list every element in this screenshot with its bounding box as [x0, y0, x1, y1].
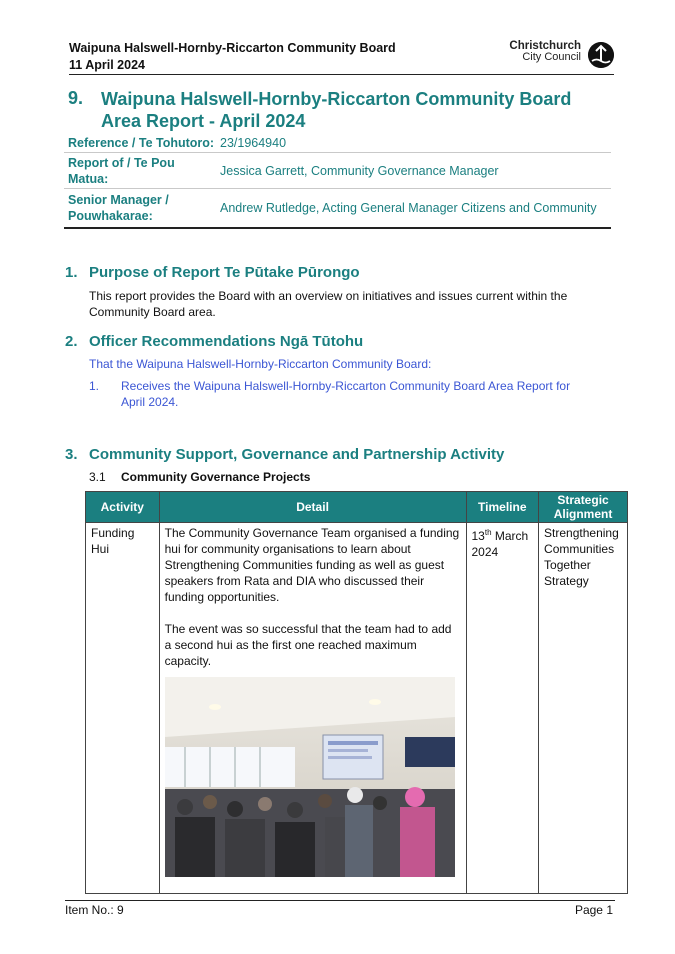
- meta-value: Andrew Rutledge, Acting General Manager Citizens and Community: [220, 201, 597, 215]
- activity-cell: Funding Hui: [86, 523, 160, 894]
- detail-paragraph-1: The Community Governance Team organised a funding hui for community organisations to learn about Strengthening Communities funding as well as guest speakers from Rata and DIA who discussed their funding opportunities.: [164, 526, 460, 604]
- meta-label: Reference / Te Tohutoro:: [68, 135, 215, 150]
- section-2-number: 2.: [65, 333, 78, 350]
- section-2-title: Officer Recommendations Ngā Tūtohu: [89, 333, 364, 350]
- meta-row-reference: [64, 133, 611, 153]
- section-1-title: Purpose of Report Te Pūtake Pūrongo: [89, 264, 360, 281]
- recommendation-item-number: 1.: [89, 379, 100, 393]
- meeting-date: 11 April 2024: [69, 58, 145, 72]
- page-header: [69, 41, 614, 75]
- logo-line1: Christchurch: [509, 40, 581, 52]
- column-header-activity: Activity: [86, 492, 160, 523]
- column-header-detail: Detail: [159, 492, 466, 523]
- meta-label: Senior Manager / Pouwhakarae:: [68, 193, 169, 223]
- column-header-strategic-alignment: Strategic Alignment: [539, 492, 628, 523]
- meta-label: Report of / Te Pou Matua:: [68, 155, 175, 186]
- timeline-day-suffix: th: [484, 528, 492, 537]
- report-title: Waipuna Halswell-Hornby-Riccarton Community Board Area Report - April 2024: [101, 89, 572, 131]
- recommendation-item-text: Receives the Waipuna Halswell-Hornby-Riccarton Community Board Area Report for April 2024.: [121, 379, 571, 409]
- strategic-alignment-cell: Strengthening Communities Together Strategy: [539, 523, 628, 894]
- funding-hui-event-photo: [165, 677, 455, 877]
- meta-value: 23/1964940: [220, 135, 287, 150]
- timeline-day: 13: [471, 529, 485, 543]
- meta-row-senior-manager: [64, 189, 611, 227]
- section-3-title: Community Support, Governance and Partnership Activity: [89, 446, 505, 463]
- timeline-cell: [466, 523, 539, 894]
- footer-item-number: Item No.: 9: [65, 903, 124, 917]
- community-governance-projects-table: [85, 491, 628, 894]
- logo-line2: City Council: [522, 51, 581, 63]
- meta-value: Jessica Garrett, Community Governance Manager: [220, 163, 499, 178]
- detail-cell: [159, 523, 466, 894]
- board-name: Waipuna Halswell-Hornby-Riccarton Community Board: [69, 41, 396, 55]
- page-footer: [65, 900, 615, 917]
- table-row: [86, 523, 628, 894]
- detail-paragraph-2: The event was so successful that the team had to add a second hui as the first one reached maximum capacity.: [164, 622, 452, 668]
- column-header-timeline: Timeline: [466, 492, 539, 523]
- subsection-title: Community Governance Projects: [121, 470, 311, 484]
- report-number: 9.: [68, 88, 84, 108]
- council-logo: [494, 41, 614, 71]
- footer-page-number: Page 1: [574, 903, 613, 917]
- recommendation-intro: That the Waipuna Halswell-Hornby-Riccarton Community Board:: [89, 357, 432, 371]
- meta-row-report-of: [64, 153, 611, 189]
- report-meta-table: [64, 133, 611, 229]
- section-1-number: 1.: [65, 264, 78, 281]
- section-1-text: This report provides the Board with an overview on initiatives and issues current within the Community Board area.: [89, 289, 568, 319]
- section-3-number: 3.: [65, 446, 78, 463]
- council-emblem-icon: [588, 42, 614, 68]
- timeline-month-year: March 2024: [471, 529, 529, 559]
- subsection-number: 3.1: [89, 470, 106, 484]
